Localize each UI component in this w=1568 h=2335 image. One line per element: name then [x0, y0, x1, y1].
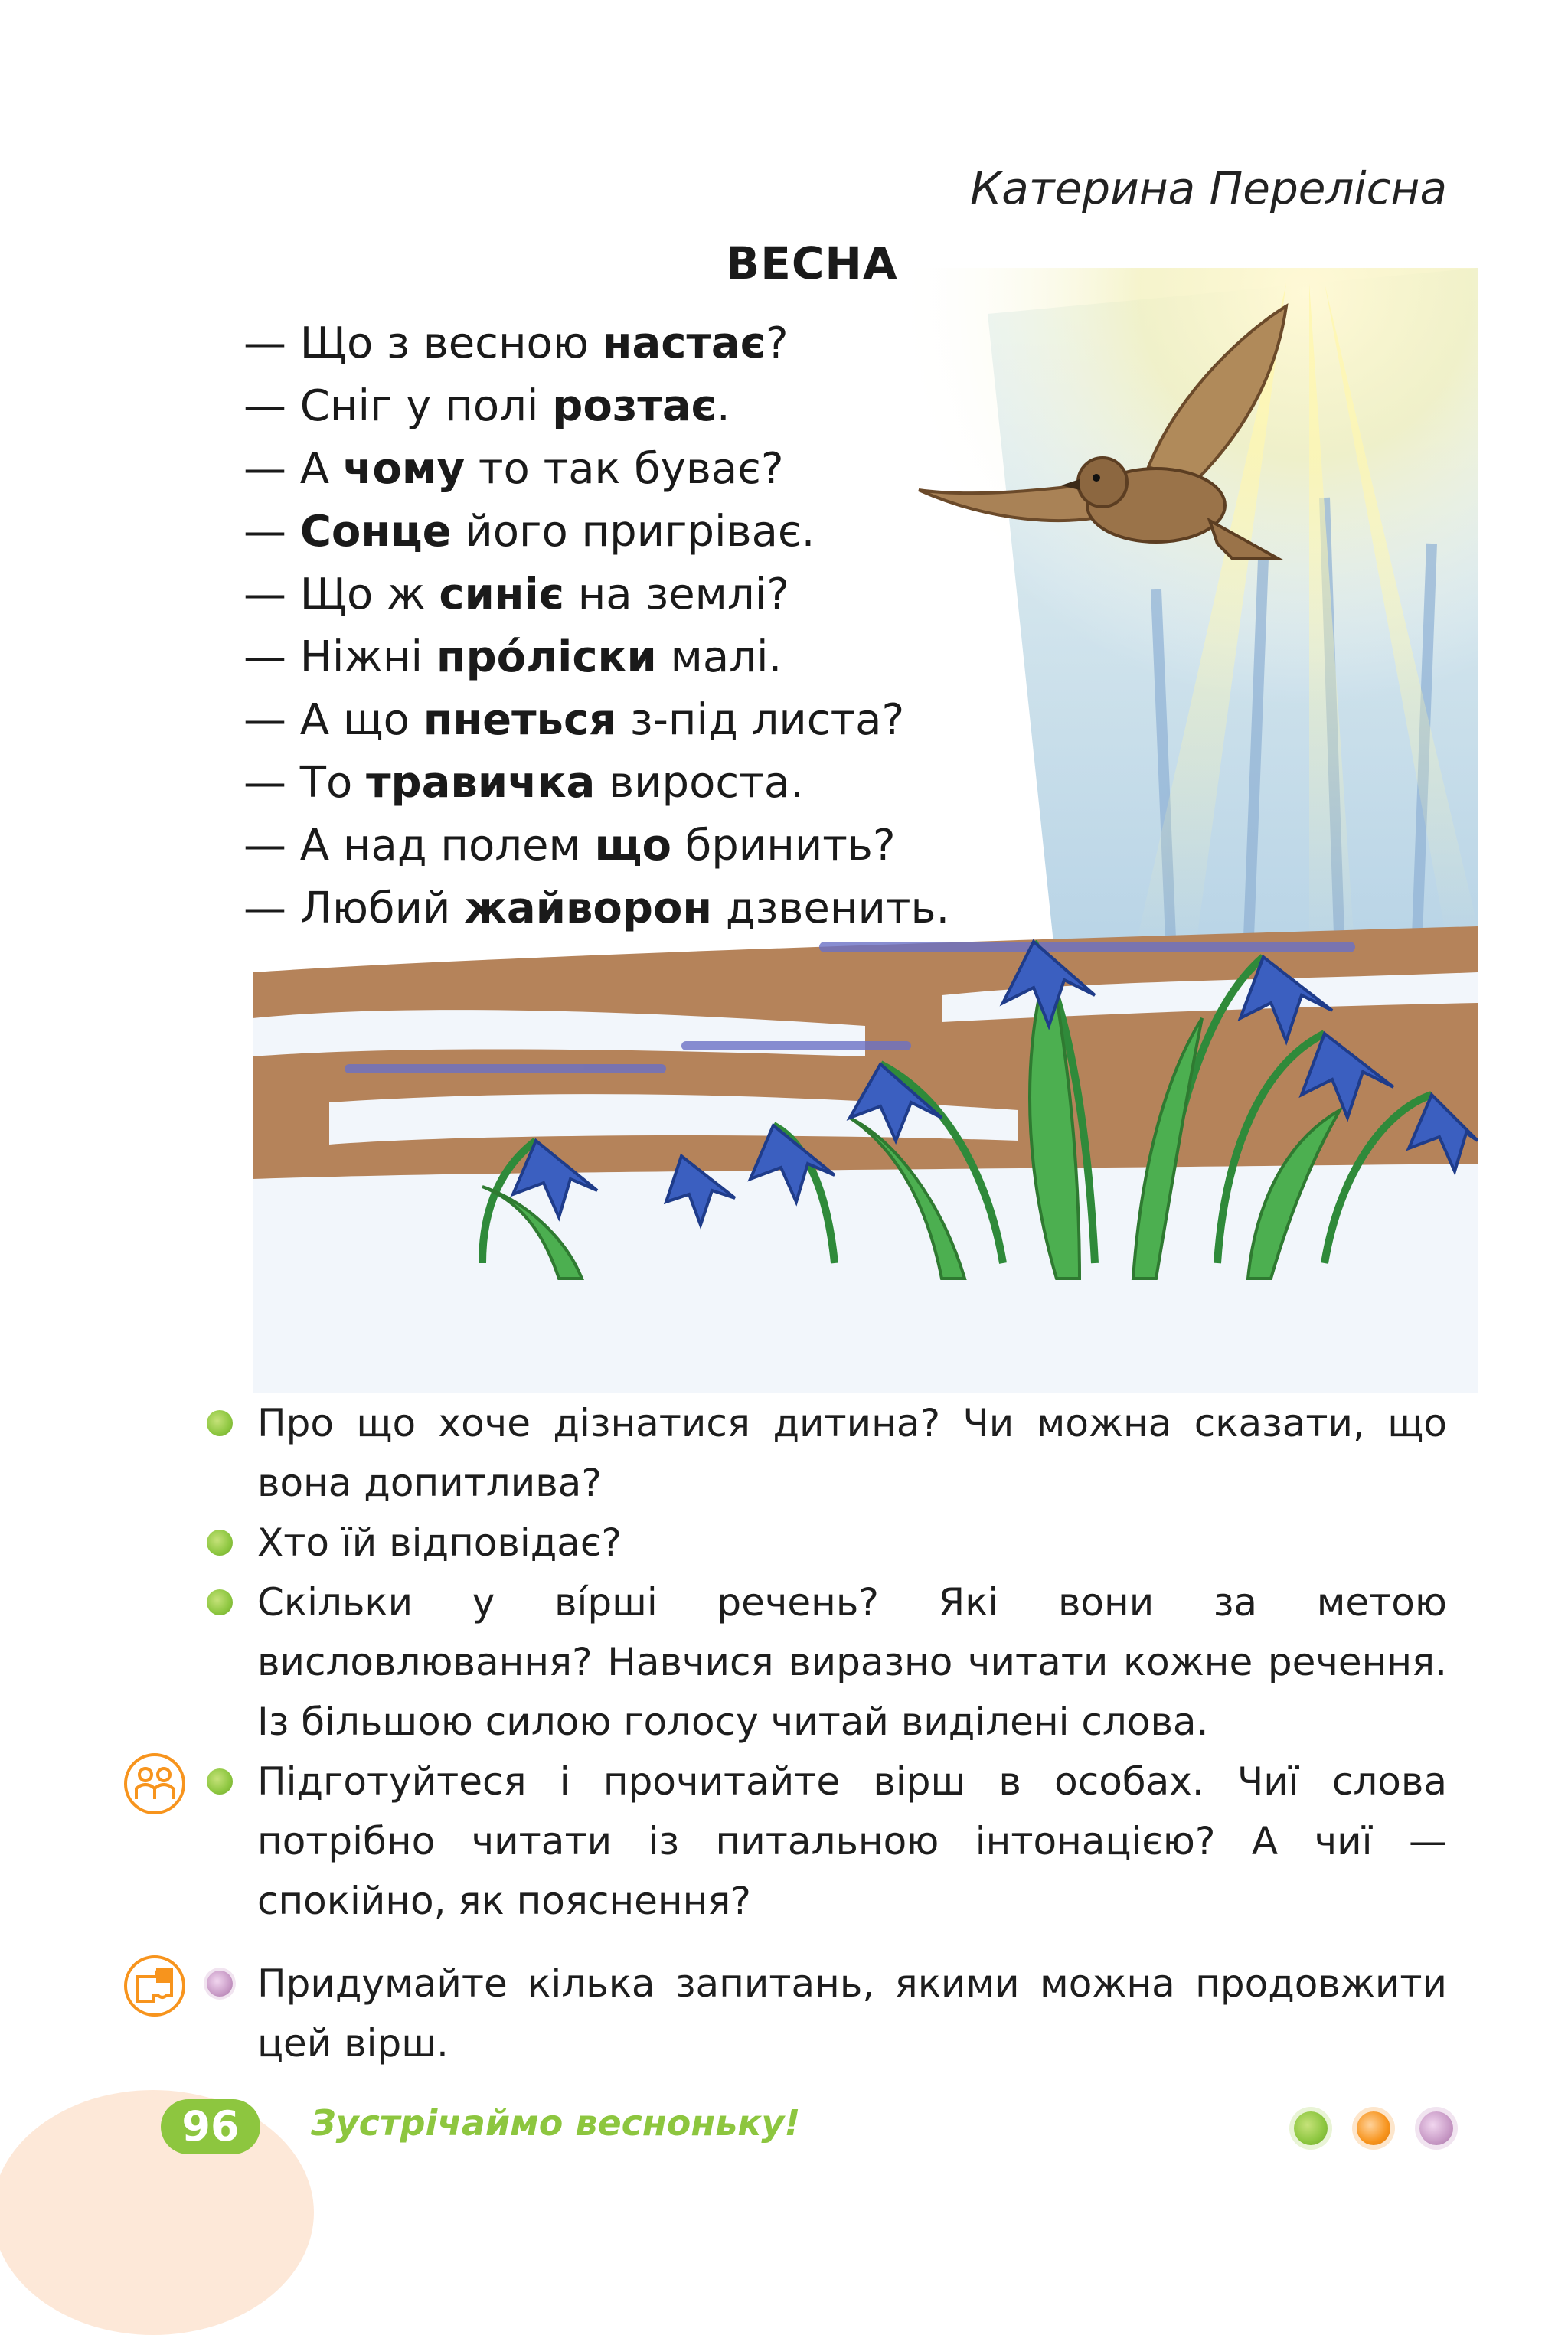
question-item: Придумайте кілька запитань, якими можна продовжити цей вірш.: [207, 1954, 1447, 2073]
poem-line: — Сніг у полі розтає.: [243, 381, 730, 431]
violet-bullet-icon: [207, 1971, 233, 1997]
poem-line: — Що ж синіє на землі?: [243, 570, 789, 619]
poem-line: — Сонце його пригріває.: [243, 507, 815, 557]
pair-work-icon: [122, 1752, 187, 1816]
poem-title: ВЕСНА: [726, 237, 898, 289]
page-number: 96: [161, 2099, 260, 2154]
green-bullet-icon: [207, 1410, 233, 1436]
poem-line: — Ніжні про́ліски малі.: [243, 632, 782, 682]
green-bullet-icon: [207, 1589, 233, 1615]
question-item: Про що хоче дізнатися дитина? Чи можна сказати, що вона допитлива?: [207, 1393, 1447, 1513]
poem-body: [243, 312, 949, 940]
poem-line: — То травичка вироста.: [243, 758, 804, 808]
question-item: Хто їй відповідає?: [207, 1513, 1447, 1572]
poem-line: — А що пнеться з-під листа?: [243, 695, 905, 745]
poem-line: — А над полем що бринить?: [243, 821, 896, 870]
questions-list: [207, 1393, 1447, 2073]
section-title: Зустрічаймо весноньку!: [311, 2102, 801, 2144]
footer-decoration: [0, 2090, 314, 2335]
green-bullet-icon: [207, 1530, 233, 1556]
green-dot-icon: [1294, 2111, 1328, 2145]
orange-dot-icon: [1357, 2111, 1390, 2145]
poem-line: — Що з весною настає?: [243, 318, 789, 368]
puzzle-creative-icon: [122, 1954, 187, 2018]
violet-dot-icon: [1419, 2111, 1453, 2145]
poem-line: — Любий жайворон дзвенить.: [243, 883, 950, 933]
question-item: Підготуйтеся і прочитайте вірш в особах. Чиї слова потрібно читати із питальною інтонацією? А чиї — спокійно, як пояснення?: [207, 1752, 1447, 1931]
poem-line: — А чому то так буває?: [243, 444, 784, 494]
question-item: Скільки у ві́рші речень? Які вони за метою висловлювання? Навчися виразно читати кожне речення. Із більшою силою голосу читай виділені слова.: [207, 1572, 1447, 1752]
green-bullet-icon: [207, 1768, 233, 1795]
poem-author: Катерина Перелісна: [970, 162, 1447, 214]
